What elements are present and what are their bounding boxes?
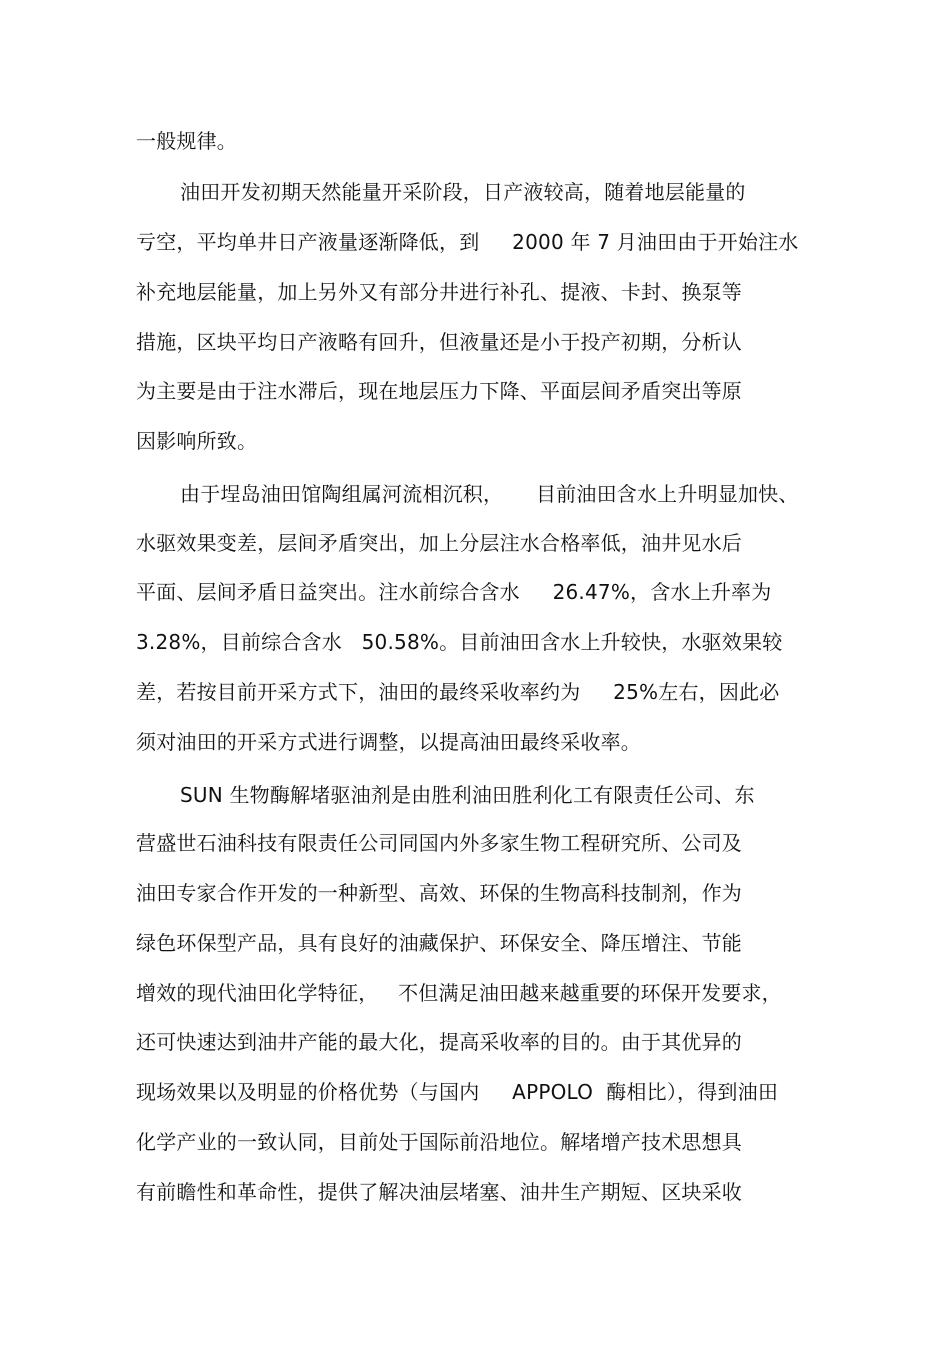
text-line: 因影响所致。 (136, 429, 258, 453)
text-line: 有前瞻性和革命性，提供了解决油层堵塞、油井生产期短、区块采收 (136, 1180, 742, 1204)
text-line: 须对油田的开采方式进行调整，以提高油田最终采收率。 (136, 730, 641, 754)
text-line: 由于埕岛油田馆陶组属河流相沉积， 目前油田含水上升明显加快、 (180, 482, 799, 506)
text-line: 一般规律。 (136, 129, 237, 153)
text-line: 措施，区块平均日产液略有回升，但液量还是小于投产初期，分析认 (136, 330, 742, 354)
text-line: 油田开发初期天然能量开采阶段，日产液较高，随着地层能量的 (180, 180, 746, 204)
text-line: 油田专家合作开发的一种新型、高效、环保的生物高科技制剂，作为 (136, 881, 742, 905)
text-line: 增效的现代油田化学特征， 不但满足油田越来越重要的环保开发要求， (136, 981, 782, 1005)
text-line: 3.28%，目前综合含水 50.58%。目前油田含水上升较快，水驱效果较 (136, 630, 783, 654)
text-line: 化学产业的一致认同，目前处于国际前沿地位。解堵增产技术思想具 (136, 1130, 742, 1154)
text-line: 平面、层间矛盾日益突出。注水前综合含水 26.47%，含水上升率为 (136, 580, 772, 604)
text-line: 绿色环保型产品，具有良好的油藏保护、环保安全、降压增注、节能 (136, 931, 742, 955)
text-line: 亏空，平均单井日产液量逐渐降低，到 2000 年 7 月油田由于开始注水 (136, 230, 799, 254)
text-line: 为主要是由于注水滞后，现在地层压力下降、平面层间矛盾突出等原 (136, 379, 742, 403)
text-line: 现场效果以及明显的价格优势（与国内 APPOLO 酶相比），得到油田 (136, 1080, 779, 1104)
text-line: 差，若按目前开采方式下，油田的最终采收率约为 25%左右，因此必 (136, 680, 780, 704)
text-line: 还可快速达到油井产能的最大化，提高采收率的目的。由于其优异的 (136, 1030, 742, 1054)
text-line: 水驱效果变差，层间矛盾突出，加上分层注水合格率低，油井见水后 (136, 531, 742, 555)
text-line: SUN 生物酶解堵驱油剂是由胜利油田胜利化工有限责任公司、东 (180, 783, 755, 807)
text-line: 补充地层能量，加上另外又有部分井进行补孔、提液、卡封、换泵等 (136, 280, 742, 304)
text-line: 营盛世石油科技有限责任公司同国内外多家生物工程研究所、公司及 (136, 831, 742, 855)
